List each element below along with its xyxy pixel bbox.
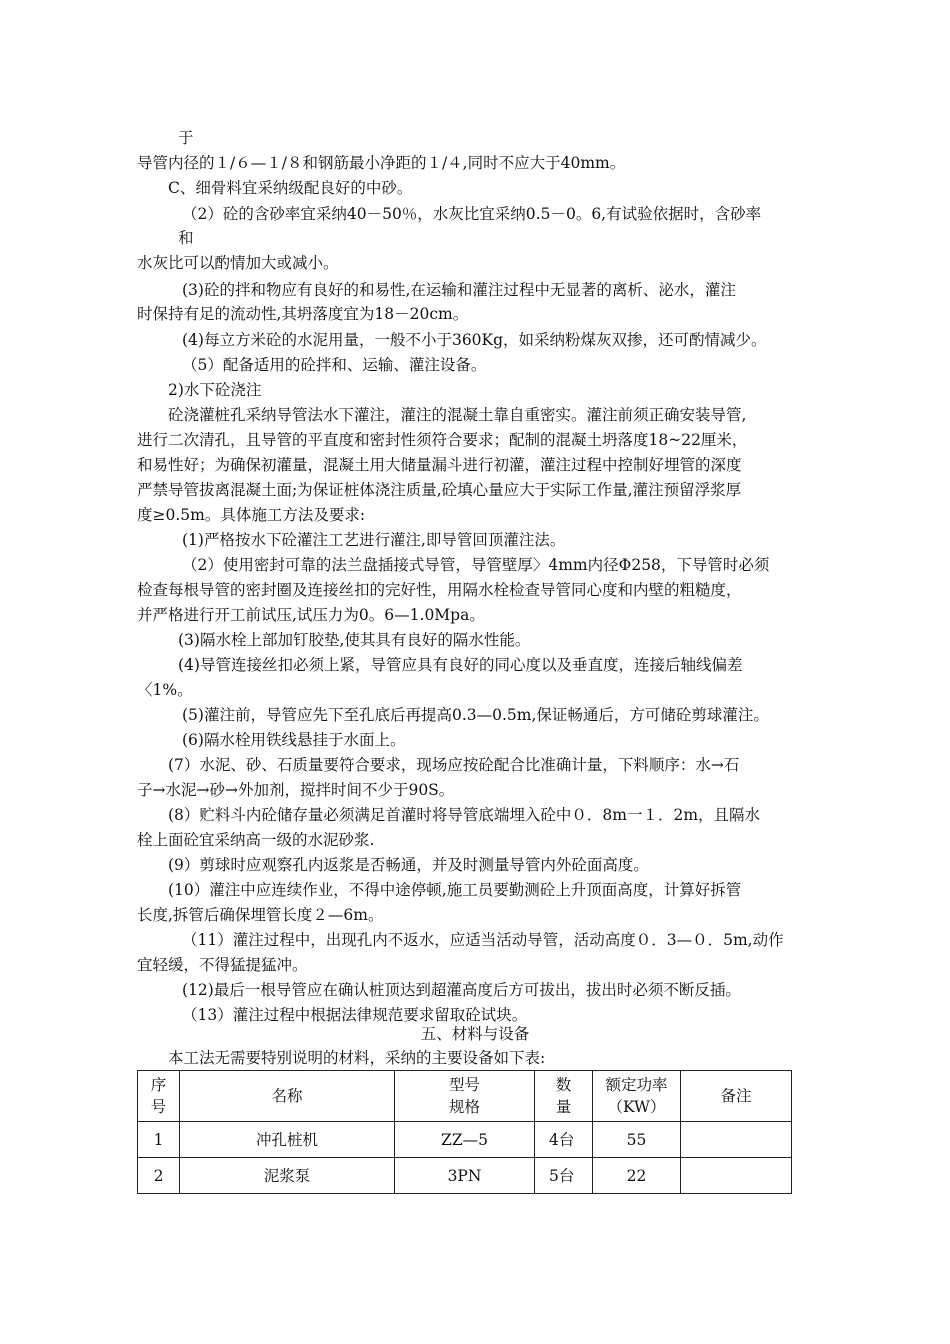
paragraph-line: 严禁导管拔离混凝土面;为保证桩体浇注质量,砼填心量应大于实际工作量,灌注预留浮浆厚 <box>137 481 742 499</box>
table-cell <box>681 1122 792 1158</box>
paragraph-line: （11）灌注过程中，出现孔内不返水，应适当活动导管，活动高度０．3—０．5m,动作 <box>182 931 784 949</box>
paragraph-line: （5）配备适用的砼拌和、运输、灌注设备。 <box>182 356 487 374</box>
paragraph-line: （2）使用密封可靠的法兰盘插接式导管，导管壁厚〉4mm内径Φ258，下导管时必须 <box>182 556 770 574</box>
header-cell: 额定功率 （KW） <box>593 1071 681 1122</box>
paragraph-line: 检查每根导管的密封圈及连接丝扣的完好性，用隔水栓检查导管同心度和内壁的粗糙度， <box>137 581 742 599</box>
table-cell: 泥浆泵 <box>180 1158 395 1194</box>
paragraph-line: 和 <box>178 229 194 247</box>
paragraph-line: (3)砼的拌和物应有良好的和易性,在运输和灌注过程中无显著的离析、泌水，灌注 <box>182 281 736 299</box>
paragraph-line: 时保持有足的流动性,其坍落度宜为18－20cm。 <box>137 305 469 323</box>
paragraph-line: (3)隔水栓上部加钉胶垫,使其具有良好的隔水性能。 <box>178 631 531 649</box>
paragraph-line: 导管内径的１/６—１/８和钢筋最小净距的１/４,同时不应大于40mm。 <box>137 154 626 172</box>
paragraph-line: 〈1%。 <box>137 681 193 699</box>
table-cell: 冲孔桩机 <box>180 1122 395 1158</box>
section-title: 五、材料与设备 <box>420 1025 530 1043</box>
paragraph-line: (12)最后一根导管应在确认桩顶达到超灌高度后方可拔出，拔出时必须不断反插。 <box>182 981 741 999</box>
header-cell: 序 号 <box>138 1071 180 1122</box>
paragraph-line: 长度,拆管后确保埋管长度２—6m。 <box>137 906 384 924</box>
paragraph-line: (10）灌注中应连续作业，不得中途停顿,施工员要勤测砼上升顶面高度，计算好拆管 <box>168 881 742 899</box>
table-cell: 55 <box>593 1122 681 1158</box>
table-header-row <box>138 1071 792 1122</box>
paragraph-line: 和易性好；为确保初灌量，混凝土用大储量漏斗进行初灌，灌注过程中控制好埋管的深度 <box>137 456 742 474</box>
paragraph-line: 于 <box>178 129 194 147</box>
table-cell: 3PN <box>395 1158 535 1194</box>
table-cell: 4台 <box>535 1122 593 1158</box>
paragraph-line: 并严格进行开工前试压,试压力为0。6—1.0Mpa。 <box>137 606 485 624</box>
table-intro: 本工法无需要特别说明的材料，采纳的主要设备如下表: <box>168 1049 546 1067</box>
header-cell: 名称 <box>180 1071 395 1122</box>
paragraph-line: (8）贮料斗内砼储存量必须满足首灌时将导管底端埋入砼中０．8m一１．2m，且隔水 <box>168 806 761 824</box>
table-row <box>138 1122 792 1158</box>
table-cell: 5台 <box>535 1158 593 1194</box>
table-row <box>138 1158 792 1194</box>
table-cell: 1 <box>138 1122 180 1158</box>
paragraph-line: (6)隔水栓用铁线悬挂于水面上。 <box>182 731 406 749</box>
table-cell: 2 <box>138 1158 180 1194</box>
paragraph-line: 2)水下砼浇注 <box>168 381 262 399</box>
header-cell: 备注 <box>681 1071 792 1122</box>
table-cell: 22 <box>593 1158 681 1194</box>
paragraph-line: 宜轻缓，不得猛提猛冲。 <box>137 956 308 974</box>
paragraph-line: (1)严格按水下砼灌注工艺进行灌注,即导管回顶灌注法。 <box>182 531 566 549</box>
table-cell: ZZ—5 <box>395 1122 535 1158</box>
paragraph-line: 度≥0.5m。具体施工方法及要求: <box>137 506 366 524</box>
paragraph-line: (5)灌注前，导管应先下至孔底后再提高0.3—0.5m,保证畅通后，方可储砼剪球灌注。 <box>182 706 769 724</box>
paragraph-line: 水灰比可以酌情加大或减小。 <box>137 254 339 272</box>
paragraph-line: (7）水泥、砂、石质量要符合要求，现场应按砼配合比准确计量，下料顺序：水→石 <box>168 756 740 774</box>
paragraph-line: 子→水泥→砂→外加剂，搅拌时间不少于90S。 <box>137 781 455 799</box>
header-cell: 型号 规格 <box>395 1071 535 1122</box>
paragraph-line: 砼浇灌桩孔采纳导管法水下灌注，灌注的混凝土靠自重密实。灌注前须正确安装导管, <box>168 406 747 424</box>
equipment-table <box>137 1070 792 1194</box>
paragraph-line: (4)每立方米砼的水泥用量，一般不小于360Kg，如采纳粉煤灰双掺，还可酌情减少。 <box>182 331 767 349</box>
paragraph-line: （2）砼的含砂率宜采纳40－50％，水灰比宜采纳0.5－0。6,有试验依据时，含砂率 <box>182 205 762 223</box>
table-cell <box>681 1158 792 1194</box>
paragraph-line: 进行二次清孔，且导管的平直度和密封性须符合要求；配制的混凝土坍落度18~22厘米， <box>137 431 748 449</box>
paragraph-line: (4)导管连接丝扣必须上紧，导管应具有良好的同心度以及垂直度，连接后轴线偏差 <box>178 656 743 674</box>
paragraph-line: (9）剪球时应观察孔内返浆是否畅通，并及时测量导管内外砼面高度。 <box>168 856 649 874</box>
header-cell: 数 量 <box>535 1071 593 1122</box>
paragraph-line: （13）灌注过程中根据法律规范要求留取砼试块。 <box>182 1006 528 1024</box>
paragraph-line: C、细骨料宜采纳级配良好的中砂。 <box>168 179 413 197</box>
paragraph-line: 栓上面砼宜采纳高一级的水泥砂浆. <box>137 831 375 849</box>
